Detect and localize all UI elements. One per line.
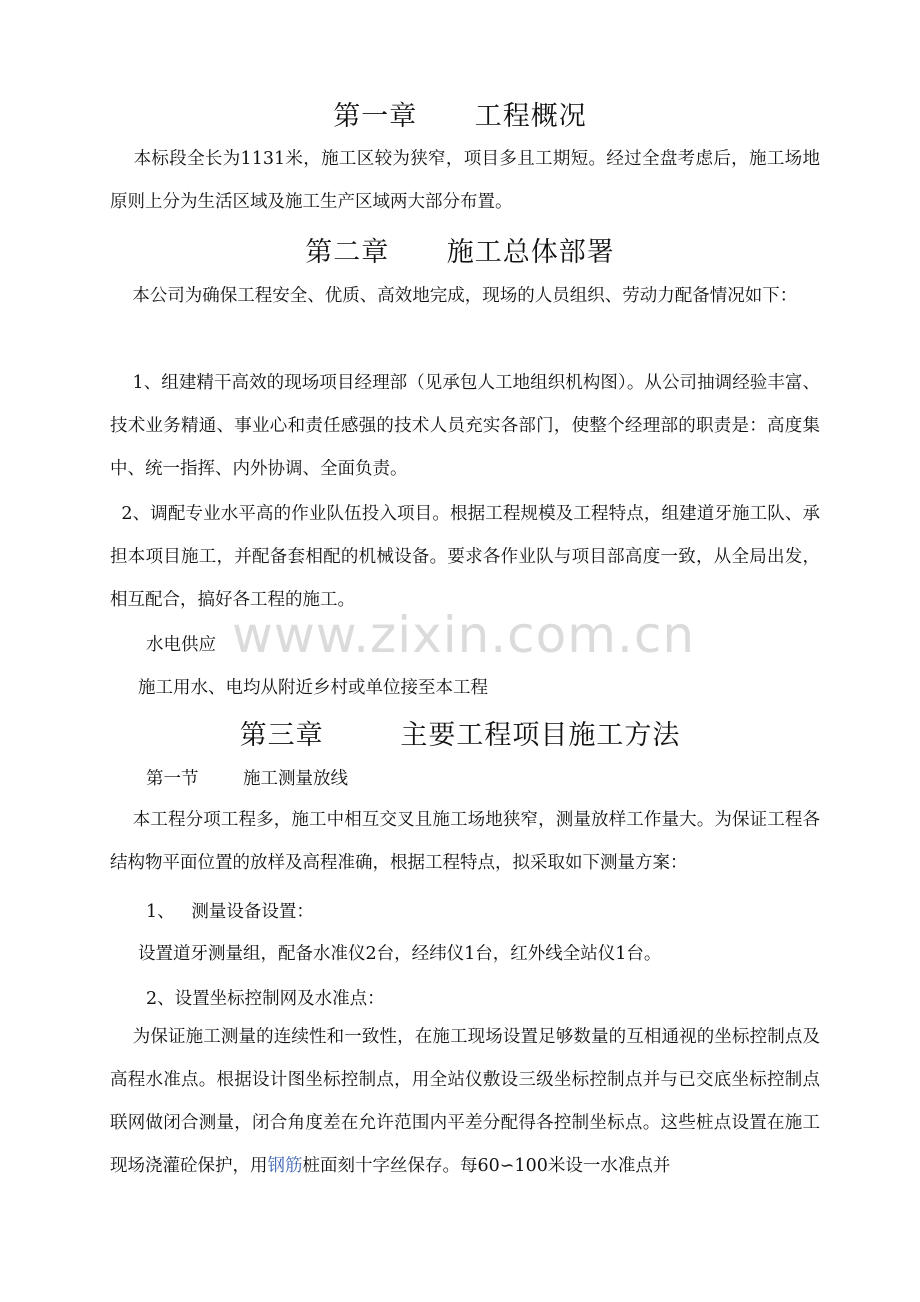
paragraph-control-network: [110, 1016, 820, 1188]
chapter-3-title: 第三章 主要工程项目施工方法: [239, 720, 681, 751]
paragraph-item-1: 1、组建精干高效的现场项目经理部（见承包人工地组织机构图）。从公司抽调经验丰富、技术业务精通、事业心和责任感强的技术人员充实各部门，使整个经理部的职责是：高度集中、统一指挥、内外协调、全面负责。: [110, 373, 820, 479]
list-item-1-text: 设置道牙测量组，配备水准仪2台，经纬仪1台，红外线全站仪1台。: [138, 944, 662, 964]
paragraph-organization: 本公司为确保工程安全、优质、高效地完成，现场的人员组织、劳动力配备情况如下：: [110, 286, 798, 306]
paragraph-control-network-text: 为保证施工测量的连续性和一致性，在施工现场设置足够数量的互相通视的坐标控制点及高程水准点。根据设计图坐标控制点，用全站仪敷设三级坐标控制点并与已交底坐标控制点联网做闭合测量，闭合角度差在允许范围内平差分配得各控制坐标点。这些桩点设置在施工现场浇灌砼保护，用: [110, 1027, 820, 1176]
chapter-2-title: 第二章 施工总体部署: [305, 237, 615, 268]
section-1-title: 第一节 施工测量放线: [146, 769, 349, 789]
rebar-link[interactable]: 钢筋: [267, 1156, 303, 1176]
water-power-text: 施工用水、电均从附近乡村或单位接至本工程: [138, 678, 488, 698]
paragraph-item-2: 2、调配专业水平高的作业队伍投入项目。根据工程规模及工程特点，组建道牙施工队、承担本项目施工，并配备套相配的机械设备。要求各作业队与项目部高度一致，从全局出发，相互配合，搞好各工程的施工。: [110, 504, 820, 610]
paragraph-site-overview: 本标段全长为1131米，施工区较为狭窄，项目多且工期短。经过全盘考虑后，施工场地原则上分为生活区域及施工生产区域两大部分布置。: [110, 149, 820, 212]
water-power-title: 水电供应: [146, 635, 216, 655]
list-item-1: 1、 测量设备设置：: [146, 902, 314, 922]
paragraph-survey-intro: 本工程分项工程多，施工中相互交叉且施工场地狭窄，测量放样工作量大。为保证工程各结构物平面位置的放样及高程准确，根据工程特点，拟采取如下测量方案：: [110, 810, 820, 873]
list-item-2: 2、设置坐标控制网及水准点：: [146, 989, 385, 1009]
watermark: www.zixin.com.cn: [232, 606, 696, 664]
paragraph-control-network-tail: 桩面刻十字丝保存。每60∽100米设一水准点并: [302, 1156, 671, 1176]
chapter-1-title: 第一章 工程概况: [333, 101, 587, 132]
